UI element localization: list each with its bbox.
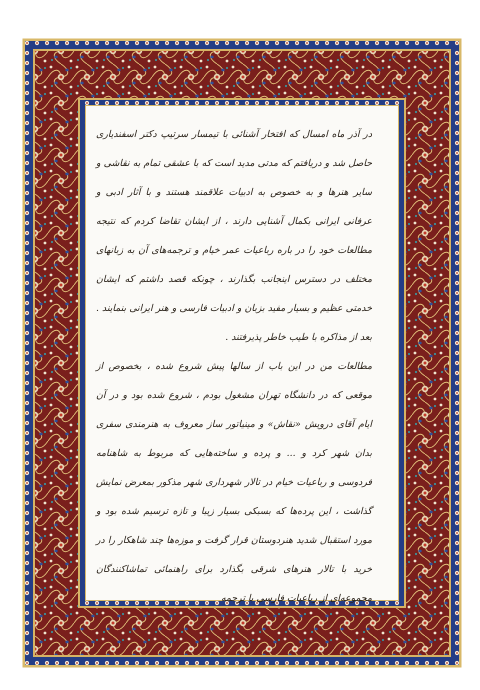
paragraph-intro: در آذر ماه امسال که افتخار آشنائی با تیمسار سرتیپ دکتر اسفندیاری حاصل شد و دریافتم که مدتی مدید است که با عشقی تمام به نقاشی و سایر هنرها و به خصوص به ادبیات علاقمند هستند و با آثار ادبی و عرفانی ایرانی بکمال آشنایی دارند ، از ایشان تقاضا کردم که نتیجه مطالعات خود را در باره رباعیات عمر خیام و ترجمه‌های آن به زبانهای مختلف در دسترس اینجانب بگذارند ، چونکه قصد داشتم که ایشان خدمتی عظیم و بسیار مفید بزبان و ادبیات فارسی و هنر ایرانی بنمایند . بعد از مذاکره با طیب خاطر پذیرفتند . — [96, 129, 372, 343]
text-panel — [86, 106, 382, 604]
paragraph-study: مطالعات من در این باب از سالها پیش شروع شده ، بخصوص از موقعی که در دانشگاه تهران مشغول بودم ، شروع شده بود و در آن ایام آقای درویش «نقاش» و مینیاتور ساز معروف به هنرمندی سفری بدان شهر کرد و ... و پرده و ساخته‌هایی که مربوط به شاهنامه فردوسی و رباعیات خیام در تالار شهرداری شهر مذکور بمعرض نمایش گذاشت ، این پرده‌ها که بسبکی بسیار زیبا و تازه ترسیم شده بود و مورد استقبال شدید هنردوستان قرار گرفت و موزه‌ها چند شاهکار را در خرید با تالار هنرهای شرقی بگذارد برای راهنمائی تماشاکنندگان مجموعه‌ای از رباعیات فارسی با ترجمه — [96, 361, 372, 604]
calligraphy-text — [96, 120, 372, 613]
